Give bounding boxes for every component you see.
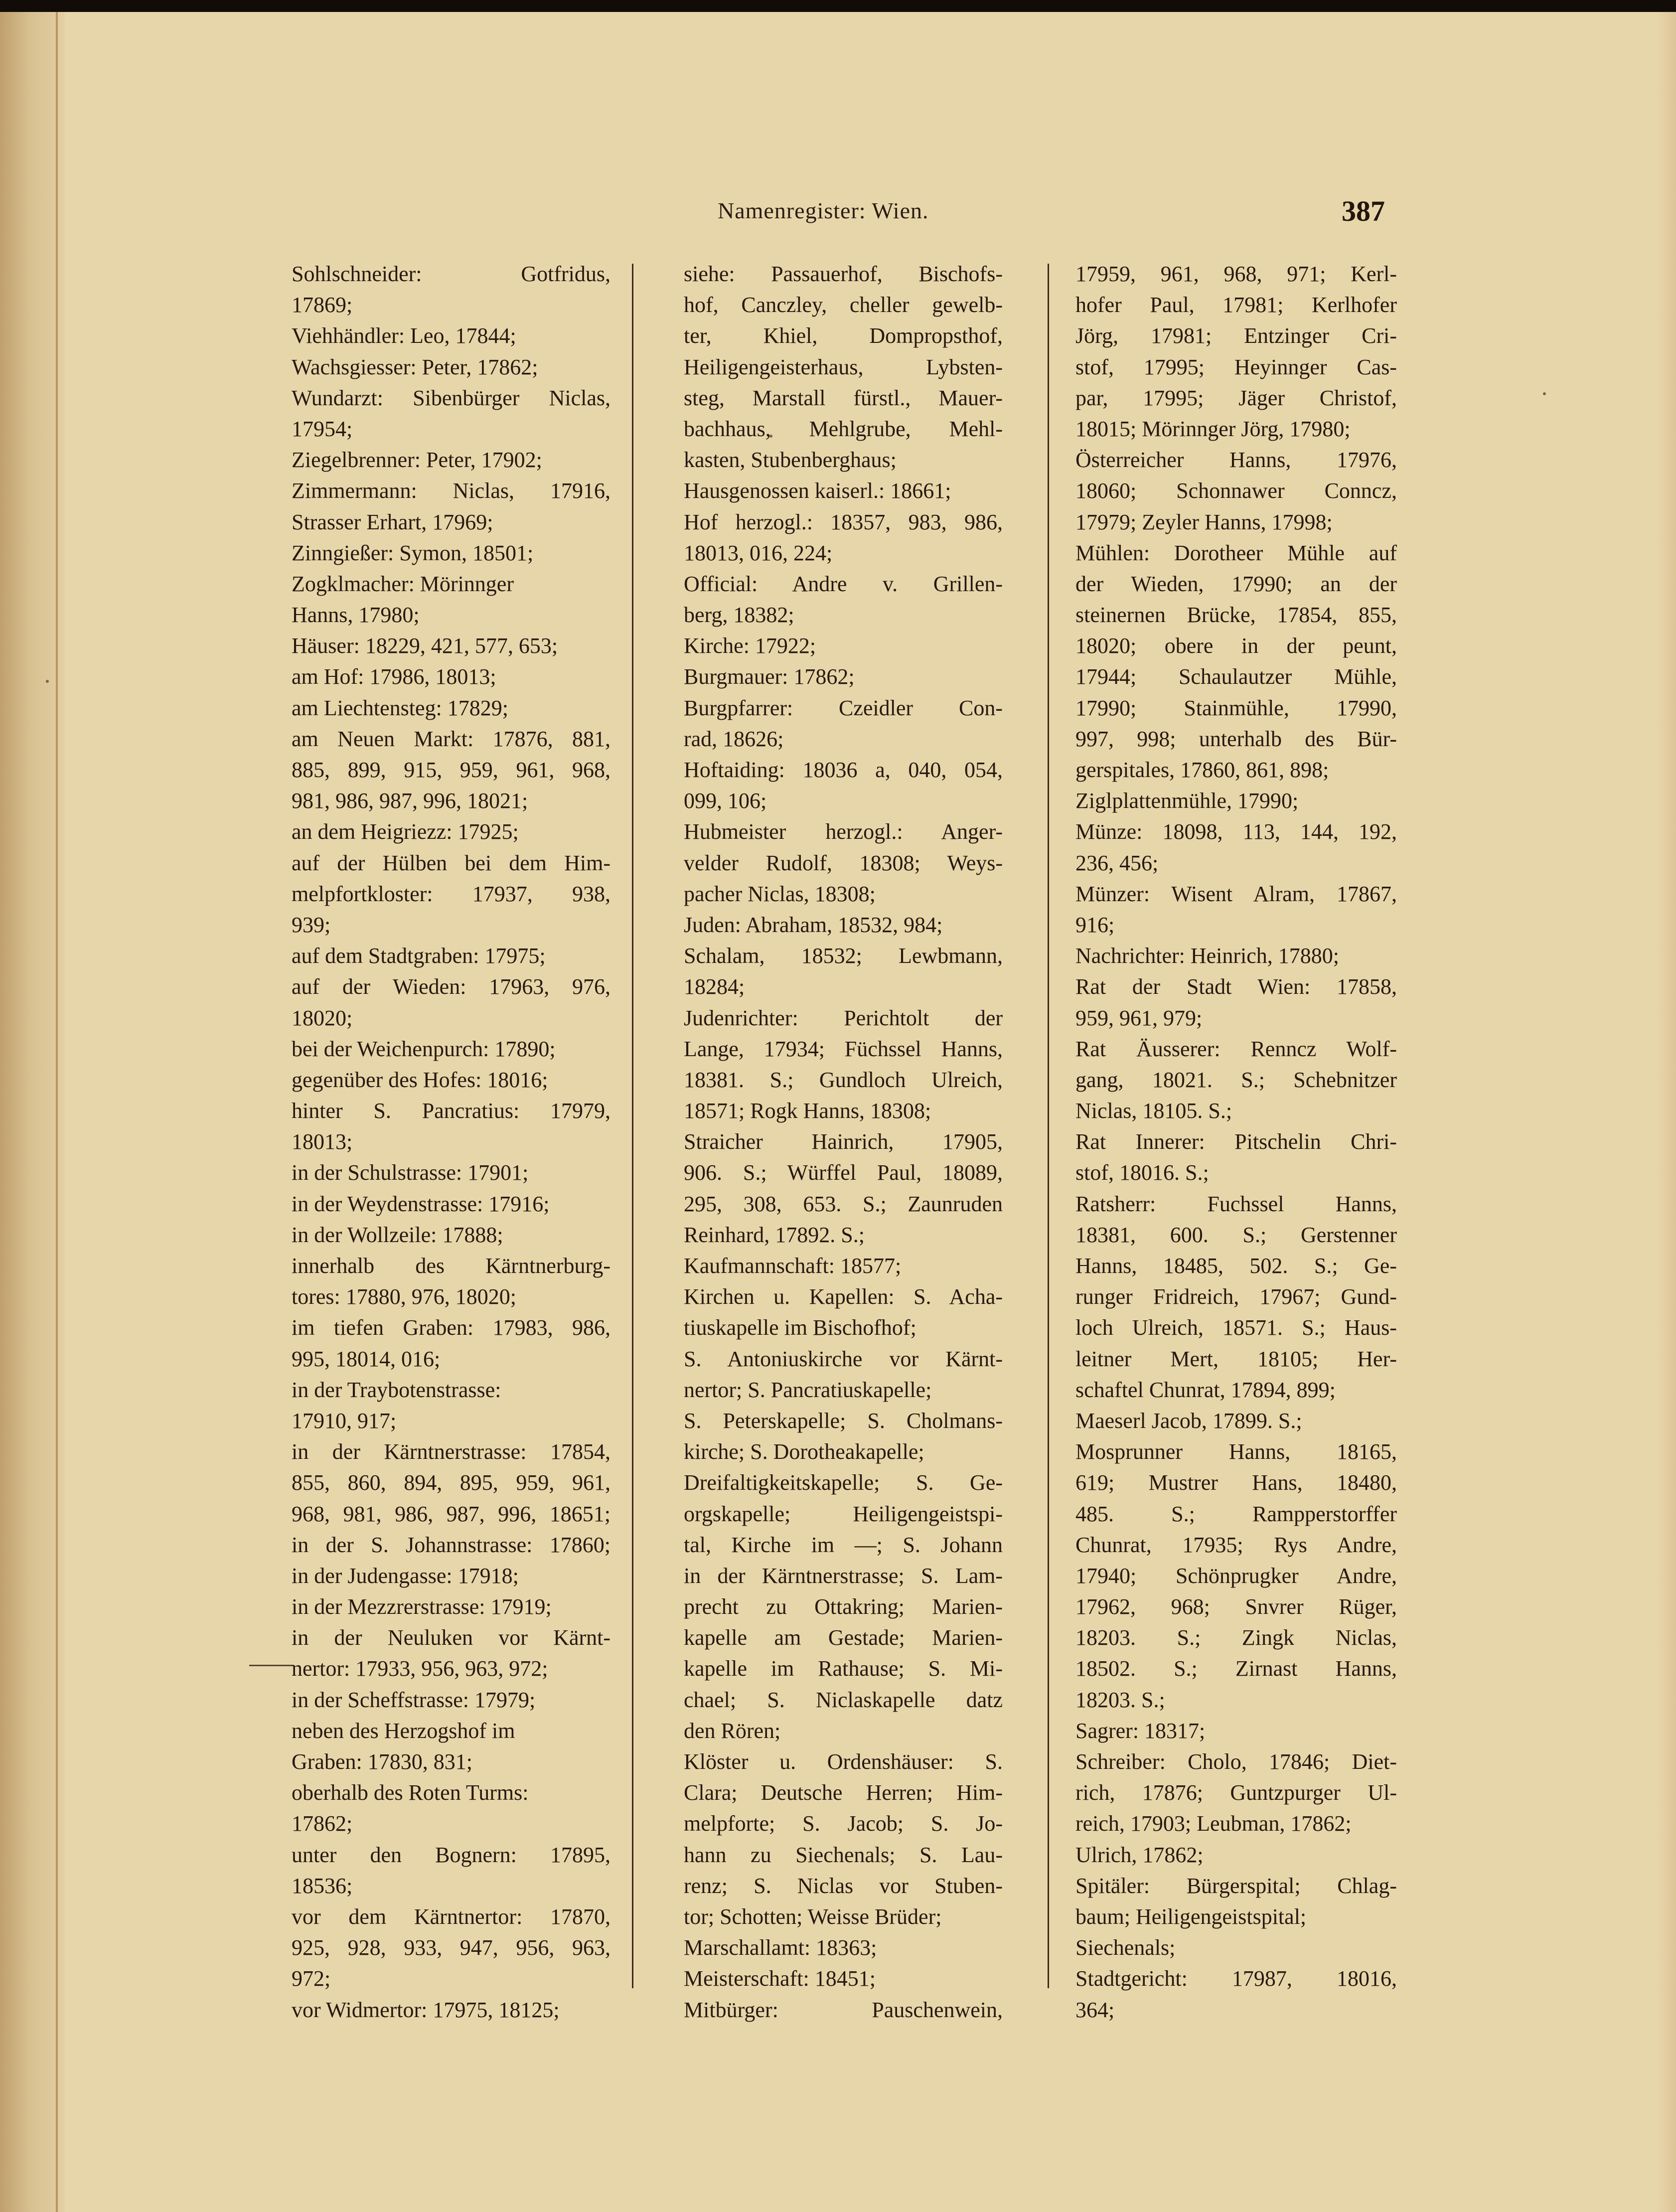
index-line: in der Kärntnerstrasse; S. Lam-: [684, 1563, 1003, 1588]
index-line: velder Rudolf, 18308; Weys-: [684, 850, 1003, 875]
index-line: 364;: [1075, 1997, 1115, 2022]
index-line: Hoftaiding: 18036 a, 040, 054,: [684, 758, 1003, 782]
index-line: Meisterschaft: 18451;: [684, 1966, 876, 1991]
page-number: 387: [1342, 195, 1385, 227]
index-line: orgskapelle; Heiligengeistspi-: [684, 1501, 1003, 1526]
running-title: Namenregister: Wien.: [718, 198, 929, 223]
index-line: hinter S. Pancratius: 17979,: [292, 1099, 610, 1123]
index-line: in der S. Johannstrasse: 17860;: [292, 1532, 610, 1557]
index-line: Graben: 17830, 831;: [292, 1749, 472, 1774]
index-line: 959, 961, 979;: [1075, 1005, 1203, 1030]
index-line: berg, 18382;: [684, 603, 794, 628]
index-line: Hausgenossen kaiserl.: 18661;: [684, 478, 951, 503]
index-line: vor Widmertor: 17975, 18125;: [292, 1997, 560, 2022]
index-line: oberhalb des Roten Turms:: [292, 1780, 529, 1805]
paper-speck: [46, 680, 49, 683]
index-line: Zogklmacher: Mörinnger: [292, 571, 514, 596]
index-line: stof, 18016. S.;: [1075, 1160, 1209, 1185]
index-line: in der Kärntnerstrasse: 17854,: [292, 1439, 610, 1464]
index-line: siehe: Passauerhof, Bischofs-: [684, 262, 1003, 286]
index-line: hofer Paul, 17981; Kerlhofer: [1075, 293, 1397, 317]
index-line: bachhaus, Mehlgrube, Mehl-: [684, 416, 1003, 441]
index-line: Zinngießer: Symon, 18501;: [292, 540, 534, 565]
index-line: leitner Mert, 18105; Her-: [1075, 1346, 1397, 1371]
index-line: 972;: [292, 1966, 331, 1991]
index-line: Official: Andre v. Grillen-: [684, 571, 1003, 596]
index-line: rich, 17876; Guntzpurger Ul-: [1075, 1780, 1397, 1805]
index-line: Kirche: 17922;: [684, 633, 816, 658]
margin-mark: [249, 1665, 294, 1666]
index-line: Klöster u. Ordenshäuser: S.: [684, 1749, 1003, 1774]
index-line: an dem Heigriezz: 17925;: [292, 819, 519, 844]
index-line: Strasser Erhart, 17969;: [292, 509, 493, 534]
index-line: tores: 17880, 976, 18020;: [292, 1284, 516, 1309]
index-line: innerhalb des Kärntnerburg-: [292, 1254, 610, 1278]
index-line: Ziglplattenmühle, 17990;: [1075, 789, 1299, 813]
index-line: 18571; Rogk Hanns, 18308;: [684, 1099, 931, 1123]
index-line: melpforte; S. Jacob; S. Jo-: [684, 1811, 1003, 1836]
index-line: 997, 998; unterhalb des Bür-: [1075, 726, 1397, 751]
index-line: 885, 899, 915, 959, 961, 968,: [292, 758, 610, 782]
index-line: Maeserl Jacob, 17899. S.;: [1075, 1408, 1302, 1433]
index-line: kapelle am Gestade; Marien-: [684, 1625, 1003, 1650]
index-line: Judenrichter: Perichtolt der: [684, 1005, 1003, 1030]
index-line: in der Weydenstrasse: 17916;: [292, 1191, 550, 1216]
index-line: 968, 981, 986, 987, 996, 18651;: [292, 1501, 610, 1526]
index-line: nertor: 17933, 956, 963, 972;: [292, 1656, 548, 1681]
index-line: 906. S.; Würffel Paul, 18089,: [684, 1160, 1003, 1185]
index-line: Ulrich, 17862;: [1075, 1842, 1204, 1867]
index-line: Niclas, 18105. S.;: [1075, 1099, 1232, 1123]
index-line: Münzer: Wisent Alram, 17867,: [1075, 881, 1397, 906]
index-line: Zimmermann: Niclas, 17916,: [292, 478, 610, 503]
index-line: kasten, Stubenberghaus;: [684, 448, 897, 473]
index-line: S. Antoniuskirche vor Kärnt-: [684, 1346, 1003, 1371]
index-line: Marschallamt: 18363;: [684, 1935, 877, 1960]
index-column-3: [1075, 259, 1397, 2026]
index-line: in der Neuluken vor Kärnt-: [292, 1625, 610, 1650]
index-line: 981, 986, 987, 996, 18021;: [292, 789, 528, 813]
index-line: ter, Khiel, Dompropsthof,: [684, 323, 1003, 348]
index-line: 939;: [292, 912, 331, 937]
index-line: 18381, 600. S.; Gerstenner: [1075, 1222, 1397, 1247]
index-line: in der Judengasse: 17918;: [292, 1563, 519, 1588]
index-line: kirche; S. Dorotheakapelle;: [684, 1439, 924, 1464]
index-line: steinernen Brücke, 17854, 855,: [1075, 603, 1397, 628]
index-line: stof, 17995; Heyinnger Cas-: [1075, 354, 1397, 379]
index-line: 18020; obere in der peunt,: [1075, 633, 1397, 658]
index-line: Heiligengeisterhaus, Lybsten-: [684, 354, 1003, 379]
index-line: 18060; Schonnawer Conncz,: [1075, 478, 1397, 503]
index-line: Ratsherr: Fuchssel Hanns,: [1075, 1191, 1397, 1216]
index-line: 17944; Schaulautzer Mühle,: [1075, 664, 1397, 689]
index-line: baum; Heiligengeistspital;: [1075, 1904, 1307, 1929]
index-line: Stadtgericht: 17987, 18016,: [1075, 1966, 1397, 1991]
index-line: 916;: [1075, 912, 1115, 937]
index-line: runger Fridreich, 17967; Gund-: [1075, 1284, 1397, 1309]
index-line: in der Schulstrasse: 17901;: [292, 1160, 529, 1185]
index-line: Dreifaltigkeitskapelle; S. Ge-: [684, 1470, 1003, 1495]
index-line: gerspitales, 17860, 861, 898;: [1075, 758, 1329, 782]
index-line: auf der Hülben bei dem Him-: [292, 850, 610, 875]
index-line: Kaufmannschaft: 18577;: [684, 1254, 902, 1278]
index-line: 099, 106;: [684, 789, 767, 813]
index-line: 18502. S.; Zirnast Hanns,: [1075, 1656, 1397, 1681]
index-line: in der Scheffstrasse: 17979;: [292, 1687, 536, 1712]
index-line: 236, 456;: [1075, 850, 1159, 875]
index-line: neben des Herzogshof im: [292, 1718, 515, 1743]
index-line: 17862;: [292, 1811, 353, 1836]
index-line: 18015; Mörinnger Jörg, 17980;: [1075, 416, 1351, 441]
index-line: 17962, 968; Snvrer Rüger,: [1075, 1594, 1397, 1619]
index-line: chael; S. Niclaskapelle datz: [684, 1687, 1003, 1712]
index-line: Sohlschneider: Gotfridus,: [292, 262, 610, 286]
running-header: [0, 194, 1676, 234]
column-rule: [632, 264, 633, 1988]
index-line: Rat Innerer: Pitschelin Chri-: [1075, 1129, 1397, 1154]
scan-top-edge: [0, 0, 1676, 12]
index-line: melpfortkloster: 17937, 938,: [292, 881, 610, 906]
index-line: Häuser: 18229, 421, 577, 653;: [292, 633, 558, 658]
index-line: in der Mezzrerstrasse: 17919;: [292, 1594, 552, 1619]
index-line: auf der Wieden: 17963, 976,: [292, 974, 610, 999]
index-line: Jörg, 17981; Entzinger Cri-: [1075, 323, 1397, 348]
index-line: 619; Mustrer Hans, 18480,: [1075, 1470, 1397, 1495]
index-line: 17990; Stainmühle, 17990,: [1075, 695, 1397, 720]
index-line: pacher Niclas, 18308;: [684, 881, 876, 906]
index-line: Schreiber: Cholo, 17846; Diet-: [1075, 1749, 1397, 1774]
paper-speck: [1543, 392, 1546, 395]
index-line: Ziegelbrenner: Peter, 17902;: [292, 448, 542, 473]
index-line: Siechenals;: [1075, 1935, 1176, 1960]
index-line: S. Peterskapelle; S. Cholmans-: [684, 1408, 1003, 1433]
index-column-1: [292, 259, 610, 2026]
index-line: 17959, 961, 968, 971; Kerl-: [1075, 262, 1397, 286]
index-line: renz; S. Niclas vor Stuben-: [684, 1873, 1003, 1898]
index-line: im tiefen Graben: 17983, 986,: [292, 1315, 610, 1340]
index-line: 18284;: [684, 974, 745, 999]
index-line: schaftel Chunrat, 17894, 899;: [1075, 1377, 1336, 1402]
index-line: Hof herzogl.: 18357, 983, 986,: [684, 509, 1003, 534]
index-line: tor; Schotten; Weisse Brüder;: [684, 1904, 942, 1929]
index-line: den Rören;: [684, 1718, 781, 1743]
index-line: am Neuen Markt: 17876, 881,: [292, 726, 610, 751]
index-line: kapelle im Rathause; S. Mi-: [684, 1656, 1003, 1681]
index-line: gegenüber des Hofes: 18016;: [292, 1067, 548, 1092]
index-line: Hanns, 17980;: [292, 603, 420, 628]
book-page: [0, 12, 1676, 2212]
index-line: 17979; Zeyler Hanns, 17998;: [1075, 509, 1333, 534]
index-line: Juden: Abraham, 18532, 984;: [684, 912, 943, 937]
index-line: 17910, 917;: [292, 1408, 397, 1433]
index-line: am Hof: 17986, 18013;: [292, 664, 496, 689]
index-line: bei der Weichenpurch: 17890;: [292, 1036, 556, 1061]
index-line: 18203. S.;: [1075, 1687, 1165, 1712]
index-line: Lange, 17934; Füchssel Hanns,: [684, 1036, 1003, 1061]
index-line: Mosprunner Hanns, 18165,: [1075, 1439, 1397, 1464]
index-line: reich, 17903; Leubman, 17862;: [1075, 1811, 1352, 1836]
index-line: Spitäler: Bürgerspital; Chlag-: [1075, 1873, 1397, 1898]
index-line: vor dem Kärntnertor: 17870,: [292, 1904, 610, 1929]
index-line: rad, 18626;: [684, 726, 784, 751]
index-line: Mitbürger: Pauschenwein,: [684, 1997, 1003, 2022]
index-line: precht zu Ottakring; Marien-: [684, 1594, 1003, 1619]
index-line: Burgmauer: 17862;: [684, 664, 855, 689]
page-gutter-fold: [56, 12, 58, 2212]
index-line: 17869;: [292, 293, 353, 317]
index-column-2: [684, 259, 1003, 2026]
index-line: steg, Marstall fürstl., Mauer-: [684, 385, 1003, 410]
index-line: 18020;: [292, 1005, 353, 1030]
index-line: Hanns, 18485, 502. S.; Ge-: [1075, 1254, 1397, 1278]
index-line: Viehhändler: Leo, 17844;: [292, 323, 516, 348]
index-line: Hubmeister herzogl.: Anger-: [684, 819, 1003, 844]
page-edge-shade: [1656, 12, 1676, 2212]
index-line: Wundarzt: Sibenbürger Niclas,: [292, 385, 610, 410]
index-line: unter den Bognern: 17895,: [292, 1842, 610, 1867]
index-line: Österreicher Hanns, 17976,: [1075, 448, 1397, 473]
index-line: 18536;: [292, 1873, 353, 1898]
index-line: 17940; Schönprugker Andre,: [1075, 1563, 1397, 1588]
index-line: nertor; S. Pancratiuskapelle;: [684, 1377, 932, 1402]
index-line: in der Traybotenstrasse:: [292, 1377, 501, 1402]
index-line: in der Wollzeile: 17888;: [292, 1222, 503, 1247]
index-line: Sagrer: 18317;: [1075, 1718, 1206, 1743]
index-line: Münze: 18098, 113, 144, 192,: [1075, 819, 1397, 844]
index-line: tiuskapelle im Bischofhof;: [684, 1315, 916, 1340]
index-line: 995, 18014, 016;: [292, 1346, 441, 1371]
column-rule: [1048, 264, 1049, 1988]
index-line: 17954;: [292, 416, 353, 441]
index-line: Schalam, 18532; Lewbmann,: [684, 944, 1003, 968]
index-line: 295, 308, 653. S.; Zaunruden: [684, 1191, 1003, 1216]
page-gutter-shadow: [0, 12, 65, 2212]
index-line: Rat Äusserer: Renncz Wolf-: [1075, 1036, 1397, 1061]
index-line: 18013, 016, 224;: [684, 540, 833, 565]
index-line: 18381. S.; Gundloch Ulreich,: [684, 1067, 1003, 1092]
index-line: Straicher Hainrich, 17905,: [684, 1129, 1003, 1154]
index-line: Chunrat, 17935; Rys Andre,: [1075, 1532, 1397, 1557]
index-line: der Wieden, 17990; an der: [1075, 571, 1397, 596]
index-line: Kirchen u. Kapellen: S. Acha-: [684, 1284, 1003, 1309]
index-line: tal, Kirche im —; S. Johann: [684, 1532, 1003, 1557]
index-line: auf dem Stadtgraben: 17975;: [292, 944, 546, 968]
index-line: 18203. S.; Zingk Niclas,: [1075, 1625, 1397, 1650]
index-line: loch Ulreich, 18571. S.; Haus-: [1075, 1315, 1397, 1340]
index-line: 855, 860, 894, 895, 959, 961,: [292, 1470, 610, 1495]
index-line: par, 17995; Jäger Christof,: [1075, 385, 1397, 410]
index-line: hof, Canczley, cheller gewelb-: [684, 293, 1003, 317]
index-line: Rat der Stadt Wien: 17858,: [1075, 974, 1397, 999]
index-line: 925, 928, 933, 947, 956, 963,: [292, 1935, 610, 1960]
index-line: Burgpfarrer: Czeidler Con-: [684, 695, 1003, 720]
index-line: gang, 18021. S.; Schebnitzer: [1075, 1067, 1397, 1092]
index-line: 18013;: [292, 1129, 353, 1154]
index-line: Wachsgiesser: Peter, 17862;: [292, 354, 538, 379]
index-line: Reinhard, 17892. S.;: [684, 1222, 865, 1247]
index-line: am Liechtensteg: 17829;: [292, 695, 508, 720]
index-line: Nachrichter: Heinrich, 17880;: [1075, 944, 1340, 968]
index-line: Clara; Deutsche Herren; Him-: [684, 1780, 1003, 1805]
index-line: Mühlen: Dorotheer Mühle auf: [1075, 540, 1397, 565]
index-line: 485. S.; Rampperstorffer: [1075, 1501, 1397, 1526]
index-line: hann zu Siechenals; S. Lau-: [684, 1842, 1003, 1867]
